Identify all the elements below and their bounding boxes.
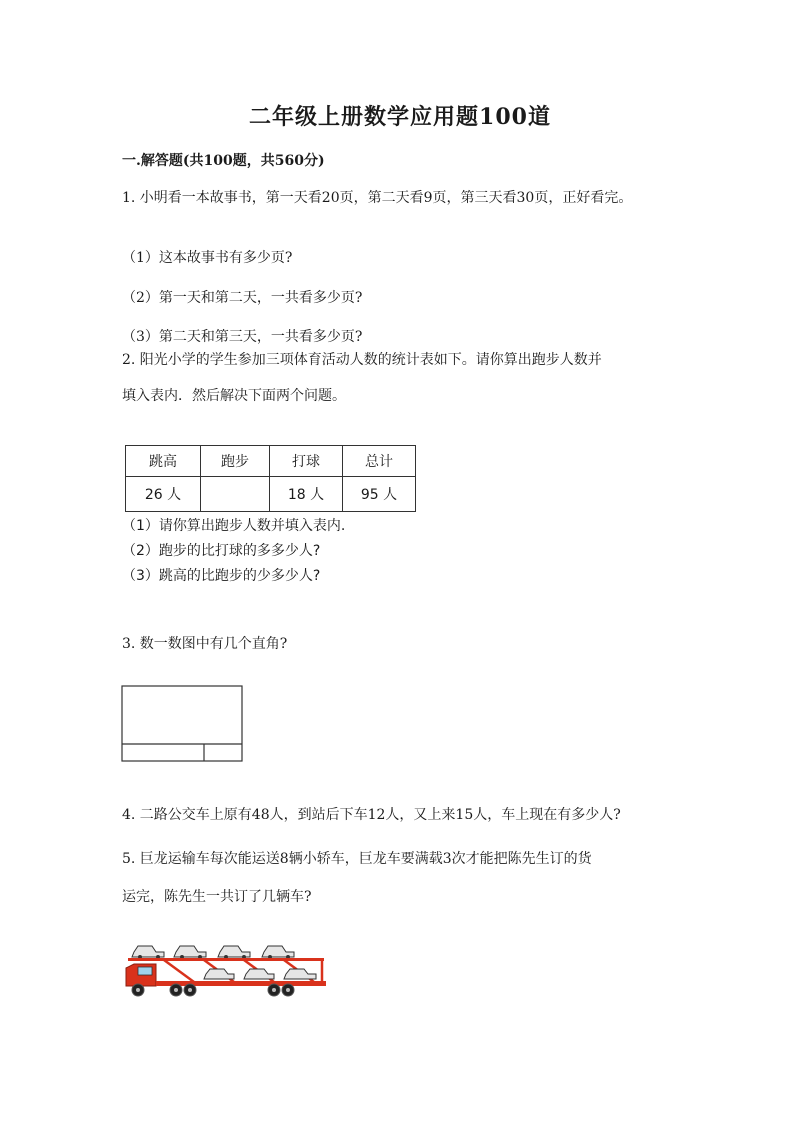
question-2-sub-3: （3）跳高的比跑步的少多少人?	[122, 568, 321, 584]
right-angle-figure	[121, 685, 245, 763]
figure-outer-rect	[122, 686, 242, 761]
question-4-text: 4. 二路公交车上原有48人，到站后下车12人，又上来15人，车上现在有多少人?	[122, 807, 621, 823]
stats-table	[125, 445, 416, 512]
car-carrier-truck-illustration	[124, 938, 328, 1000]
page-title: 二年级上册数学应用题100道	[249, 104, 551, 130]
question-3-text: 3. 数一数图中有几个直角?	[122, 636, 288, 652]
table-cell: 95 人	[343, 477, 416, 512]
question-2-sub-1: （1）请你算出跑步人数并填入表内.	[122, 518, 346, 534]
table-cell: 26 人	[126, 477, 201, 512]
question-1-sub-3: （3）第二天和第三天，一共看多少页?	[122, 329, 363, 345]
table-cell: 18 人	[270, 477, 343, 512]
question-1-sub-1: （1）这本故事书有多少页?	[122, 250, 293, 266]
question-1-text: 1. 小明看一本故事书，第一天看20页，第二天看9页，第三天看30页，正好看完。	[122, 190, 633, 206]
table-header-cell: 总计	[343, 446, 416, 477]
question-2-text-line-1: 2. 阳光小学的学生参加三项体育活动人数的统计表如下。请你算出跑步人数并	[122, 352, 602, 368]
table-header-row	[126, 446, 416, 477]
table-row	[126, 477, 416, 512]
question-5-text-line-2: 运完，陈先生一共订了几辆车?	[122, 889, 312, 905]
table-header-cell: 跳高	[126, 446, 201, 477]
question-2-text-line-2: 填入表内．然后解决下面两个问题。	[122, 388, 346, 404]
question-2-sub-2: （2）跑步的比打球的多多少人?	[122, 543, 321, 559]
question-5-text-line-1: 5. 巨龙运输车每次能运送8辆小轿车，巨龙车要满载3次才能把陈先生订的货	[122, 851, 592, 867]
table-header-cell: 跑步	[201, 446, 270, 477]
question-1-sub-2: （2）第一天和第二天，一共看多少页?	[122, 290, 363, 306]
table-cell-blank	[201, 477, 270, 512]
section-heading: 一.解答题(共100题，共560分)	[122, 153, 325, 169]
table-header-cell: 打球	[270, 446, 343, 477]
